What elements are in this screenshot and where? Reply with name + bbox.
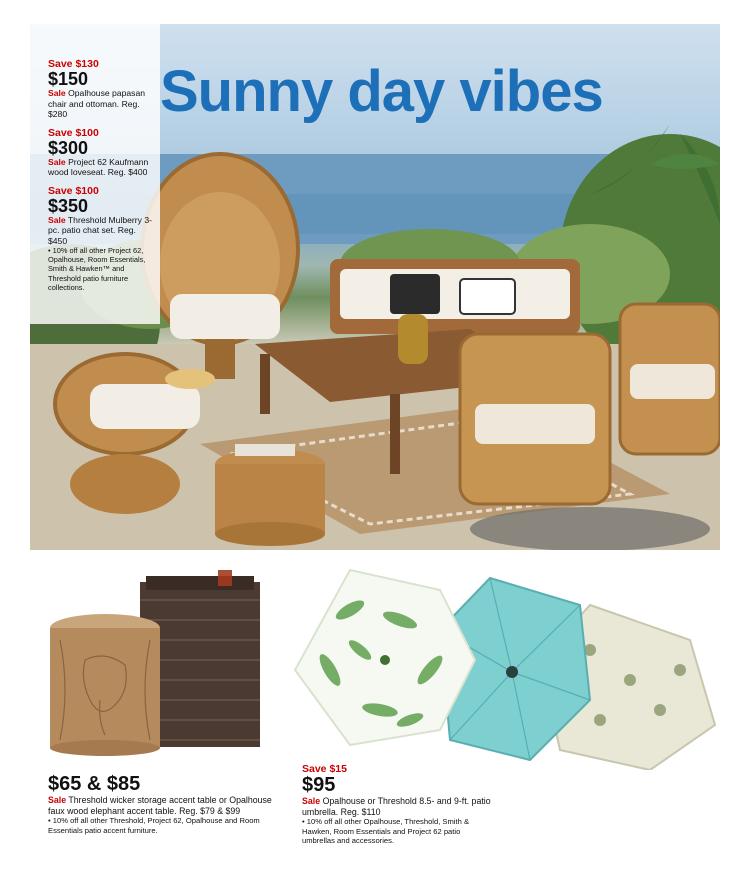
offer-papasan-chair bbox=[48, 58, 156, 120]
sale-label: Sale bbox=[48, 214, 66, 225]
product-bullet: • 10% off all other Opalhouse, Threshold, Smith & Hawken, Room Essentials and Project 62 patio umbrellas and accessories. bbox=[302, 817, 470, 845]
offer-chat-set bbox=[48, 185, 156, 293]
offer-description bbox=[48, 88, 156, 120]
product-description bbox=[48, 795, 288, 816]
sale-label: Sale bbox=[48, 795, 67, 805]
offer-bullet: • 10% off all other Project 62, Opalhouse, Room Essentials, Smith & Hawken™ and Threshold patio furniture collections. bbox=[48, 246, 146, 292]
description-text: Threshold wicker storage accent table or Opalhouse faux wood elephant accent table. Reg. $79 & $99 bbox=[48, 795, 272, 816]
sale-label: Sale bbox=[48, 156, 66, 167]
save-amount: Save $130 bbox=[48, 58, 99, 70]
description-text: Opalhouse or Threshold 8.5- and 9-ft. patio umbrella. Reg. $110 bbox=[302, 796, 491, 817]
save-amount: Save $100 bbox=[48, 184, 99, 197]
offer-description bbox=[48, 215, 156, 247]
hero-offers bbox=[48, 58, 156, 299]
save-amount: Save $15 bbox=[302, 763, 347, 775]
offer-loveseat bbox=[48, 127, 156, 178]
description-text: Opalhouse papasan chair and ottoman. Reg. $280 bbox=[48, 88, 146, 119]
price: $150 bbox=[48, 69, 89, 89]
offer-description bbox=[48, 157, 156, 178]
tables-copy bbox=[48, 774, 288, 835]
headline: Sunny day vibes bbox=[160, 59, 603, 124]
umbrellas-copy bbox=[302, 763, 492, 845]
description-text: Project 62 Kaufmann wood loveseat. Reg. $400 bbox=[48, 156, 149, 177]
sale-label: Sale bbox=[48, 88, 66, 98]
description-text: Threshold Mulberry 3-pc. patio chat set. Reg. $450 bbox=[48, 214, 152, 246]
price: $65 & $85 bbox=[48, 773, 141, 795]
product-description bbox=[302, 796, 492, 817]
sale-label: Sale bbox=[302, 796, 321, 806]
price: $300 bbox=[48, 137, 89, 158]
umbrellas-photo bbox=[290, 560, 720, 770]
price: $95 bbox=[302, 774, 336, 796]
price: $350 bbox=[48, 195, 89, 216]
product-bullet: • 10% off all other Threshold, Project 62, Opalhouse and Room Essentials patio accent furniture. bbox=[48, 816, 260, 835]
save-amount: Save $100 bbox=[48, 126, 99, 139]
accent-tables-photo bbox=[30, 570, 280, 760]
